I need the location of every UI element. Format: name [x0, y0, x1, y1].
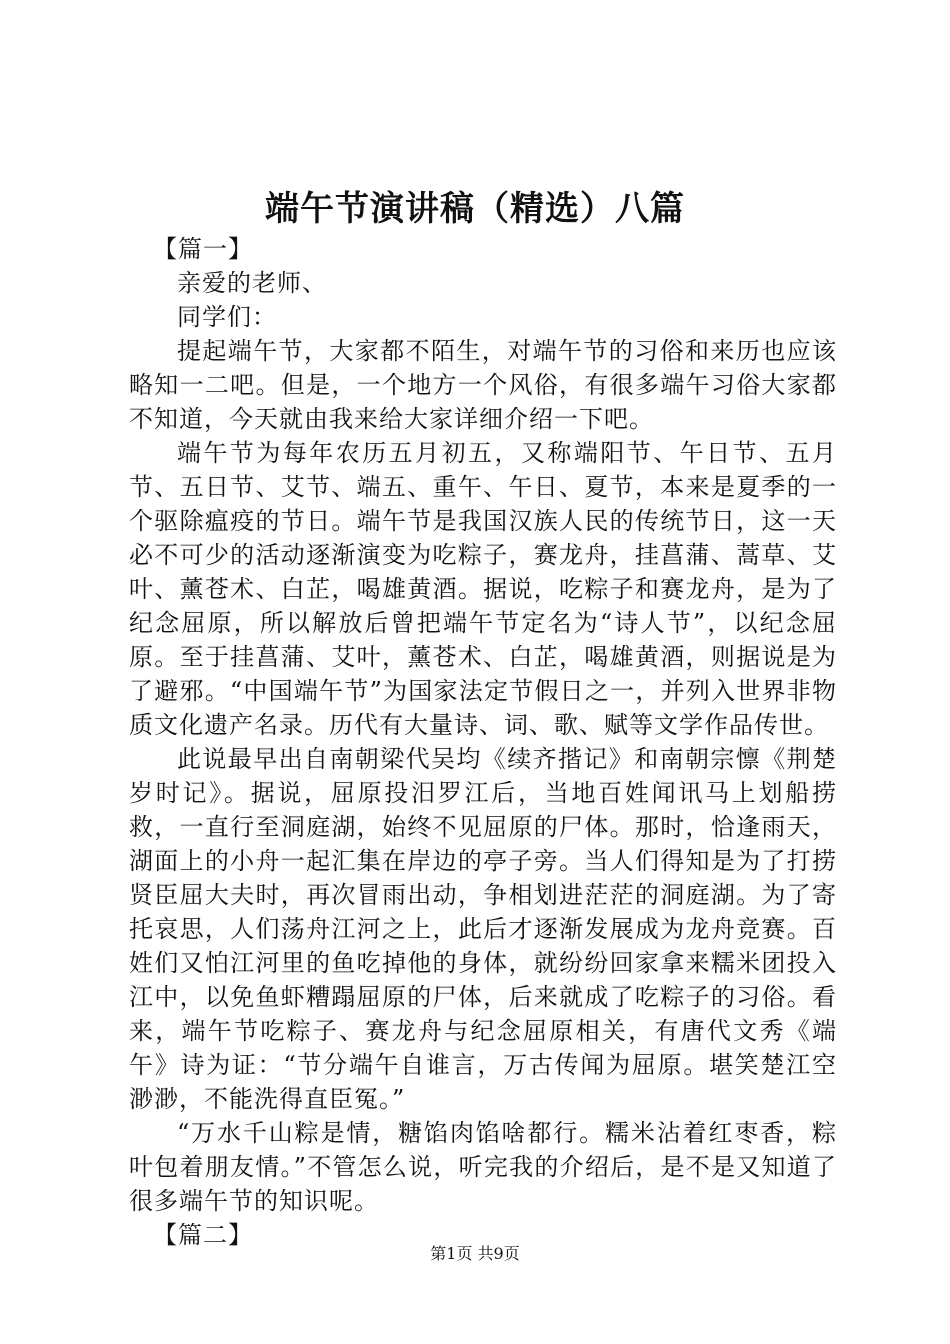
section-heading: 【篇二】	[153, 1221, 253, 1249]
body-paragraph: “万水千山粽是情，糖馅肉馅啥都行。糯米沾着红枣香，粽叶包着朋友情。”不管怎么说，听完我的介绍后，是不是又知道了很多端午节的知识呢。	[129, 1119, 837, 1215]
salutation-line: 同学们：	[177, 303, 277, 331]
body-paragraph: 提起端午节，大家都不陌生，对端午节的习俗和来历也应该略知一二吧。但是，一个地方一个风俗，有很多端午习俗大家都不知道，今天就由我来给大家详细介绍一下吧。	[129, 337, 837, 433]
document-body	[129, 232, 837, 1252]
body-paragraph: 端午节为每年农历五月初五，又称端阳节、午日节、五月节、五日节、艾节、端五、重午、午日、夏节，本来是夏季的一个驱除瘟疫的节日。端午节是我国汉族人民的传统节日，这一天必不可少的活动逐渐演变为吃粽子，赛龙舟，挂菖蒲、蒿草、艾叶、薰苍术、白芷，喝雄黄酒。据说，吃粽子和赛龙舟，是为了纪念屈原，所以解放后曾把端午节定名为“诗人节”，以纪念屈原。至于挂菖蒲、艾叶，薰苍术、白芷，喝雄黄酒，则据说是为了避邪。“中国端午节”为国家法定节假日之一，并列入世界非物质文化遗产名录。历代有大量诗、词、歌、赋等文学作品传世。	[129, 439, 837, 739]
page-footer: 第1页 共9页	[430, 1244, 520, 1263]
body-paragraph: 此说最早出自南朝梁代吴均《续齐揩记》和南朝宗懔《荆楚岁时记》。据说，屈原投汨罗江后，当地百姓闻讯马上划船捞救，一直行至洞庭湖，始终不见屈原的尸体。那时，恰逢雨天，湖面上的小舟一起汇集在岸边的亭子旁。当人们得知是为了打捞贤臣屈大夫时，再次冒雨出动，争相划进茫茫的洞庭湖。为了寄托哀思，人们荡舟江河之上，此后才逐渐发展成为龙舟竞赛。百姓们又怕江河里的鱼吃掉他的身体，就纷纷回家拿来糯米团投入江中，以免鱼虾糟蹋屈原的尸体，后来就成了吃粽子的习俗。看来，端午节吃粽子、赛龙舟与纪念屈原相关，有唐代文秀《端午》诗为证：“节分端午自谁言，万古传闻为屈原。堪笑楚江空渺渺，不能洗得直臣冤。”	[129, 745, 837, 1113]
section-heading: 【篇一】	[153, 235, 253, 263]
document-title: 端午节演讲稿（精选）八篇	[265, 189, 685, 229]
salutation-line: 亲爱的老师、	[177, 269, 327, 297]
